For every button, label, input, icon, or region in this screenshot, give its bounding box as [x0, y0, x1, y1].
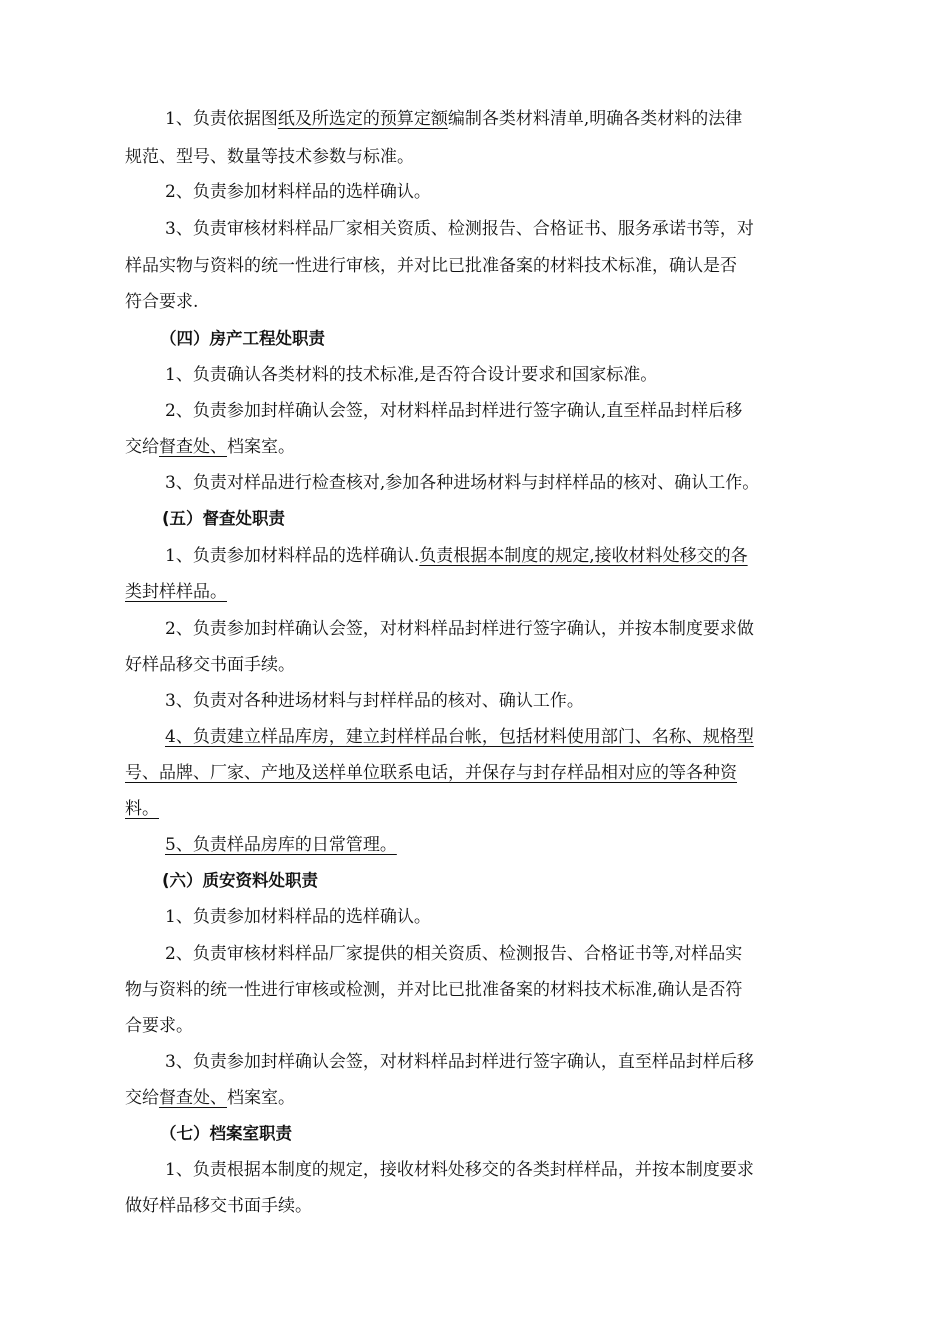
paragraph-line [165, 472, 759, 494]
paragraph-line [165, 545, 748, 567]
paragraph-line [165, 108, 742, 130]
paragraph-line [125, 581, 227, 603]
text-run: 符合要求. [125, 292, 199, 312]
text-run: 2、负责参加封样确认会签，对材料样品封样进行签字确认,直至样品封样后移 [165, 401, 743, 421]
text-run: 2、负责参加材料样品的选样确认。 [165, 182, 431, 202]
heading-text: （四）房产工程处职责 [160, 329, 325, 348]
paragraph-line [125, 1015, 193, 1037]
paragraph-line [165, 1051, 754, 1073]
underlined-text-run: 负责根据本制度的规定,接收材料处移交的各 [419, 546, 748, 566]
text-run: 1、负责依据图 [165, 109, 278, 129]
text-run: 3、负责审核材料样品厂家相关资质、检测报告、合格证书、服务承诺书等，对 [165, 219, 754, 239]
paragraph-line [165, 726, 754, 748]
paragraph-line [125, 291, 198, 313]
paragraph-line [125, 1195, 312, 1217]
text-run: 交给 [125, 1088, 159, 1108]
text-run: 编制各类材料清单,明确各类材料的法律 [447, 109, 743, 129]
underlined-text-run: 督查处、 [159, 1088, 227, 1108]
text-run: 合要求。 [125, 1016, 193, 1036]
text-run: 1、负责参加材料样品的选样确认. [165, 546, 420, 566]
paragraph-line [165, 181, 431, 203]
text-run: 做好样品移交书面手续。 [125, 1196, 312, 1216]
paragraph-line [165, 906, 431, 928]
paragraph-line [165, 1159, 754, 1181]
underlined-text-run: 督查处、 [159, 437, 227, 457]
underlined-text-run: 号、品牌、厂家、产地及送样单位联系电话，并保存与封存样品相对应的等各种资 [125, 763, 737, 783]
paragraph-line [125, 1087, 295, 1109]
paragraph-line [165, 834, 397, 856]
heading-text: (五）督查处职责 [162, 509, 286, 528]
paragraph-line [125, 146, 414, 168]
underlined-text-run: 5、负责样品房库的日常管理。 [165, 835, 397, 855]
paragraph-line [165, 218, 754, 240]
paragraph-line [125, 654, 295, 676]
paragraph-line [165, 400, 742, 422]
underlined-text-run: 类封样样品。 [125, 582, 227, 602]
paragraph-line [125, 762, 737, 784]
text-run: 2、负责审核材料样品厂家提供的相关资质、检测报告、合格证书等,对样品实 [165, 944, 743, 964]
paragraph-line [125, 255, 737, 277]
underlined-text-run: 纸及所选定的预算定额 [277, 109, 448, 129]
heading-text: (六）质安资料处职责 [162, 871, 319, 890]
paragraph-line [165, 364, 657, 386]
text-run: 交给 [125, 437, 159, 457]
text-run: 3、负责对各种进场材料与封样样品的核对、确认工作。 [165, 691, 584, 711]
text-run: 样品实物与资料的统一性进行审核，并对比已批准备案的材料技术标准，确认是否 [125, 256, 737, 276]
text-run: 1、负责根据本制度的规定，接收材料处移交的各类封样样品，并按本制度要求 [165, 1160, 754, 1180]
text-run: 1、负责参加材料样品的选样确认。 [165, 907, 431, 927]
text-run: 档案室。 [227, 437, 295, 457]
paragraph-line [125, 436, 295, 458]
section-heading [160, 1123, 292, 1145]
text-run: 规范、型号、数量等技术参数与标准。 [125, 147, 414, 167]
paragraph-line [125, 979, 742, 1001]
paragraph-line [125, 798, 159, 820]
underlined-text-run: 4、负责建立样品库房，建立封样样品台帐，包括材料使用部门、名称、规格型 [165, 727, 754, 747]
paragraph-line [165, 943, 742, 965]
section-heading [160, 328, 325, 350]
text-run: 3、负责对样品进行检查核对,参加各种进场材料与封样样品的核对、确认工作。 [165, 473, 760, 493]
section-heading [162, 870, 318, 892]
paragraph-line [165, 618, 754, 640]
text-run: 1、负责确认各类材料的技术标准,是否符合设计要求和国家标准。 [165, 365, 658, 385]
text-run: 好样品移交书面手续。 [125, 655, 295, 675]
section-heading [162, 508, 285, 530]
heading-text: （七）档案室职责 [160, 1124, 292, 1143]
underlined-text-run: 料。 [125, 799, 159, 819]
text-run: 物与资料的统一性进行审核或检测，并对比已批准备案的材料技术标准,确认是否符 [125, 980, 743, 1000]
paragraph-line [165, 690, 584, 712]
text-run: 3、负责参加封样确认会签，对材料样品封样进行签字确认，直至样品封样后移 [165, 1052, 754, 1072]
text-run: 档案室。 [227, 1088, 295, 1108]
text-run: 2、负责参加封样确认会签，对材料样品封样进行签字确认，并按本制度要求做 [165, 619, 754, 639]
